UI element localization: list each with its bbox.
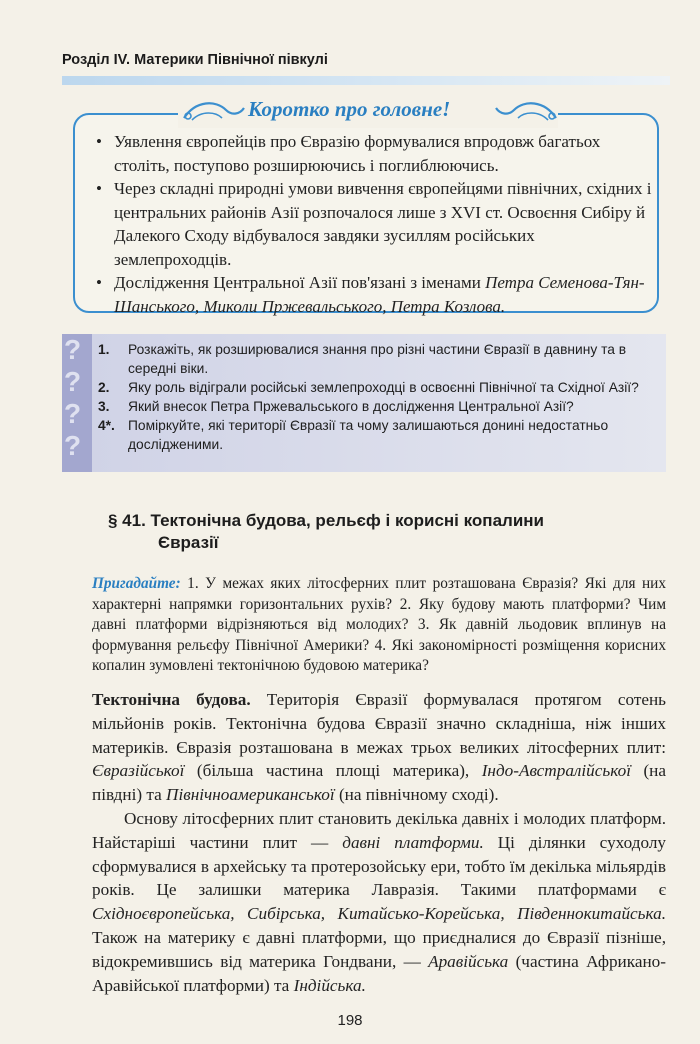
question-item [98, 378, 664, 397]
question-mark-icon: ? [64, 366, 82, 397]
question-item [98, 416, 664, 454]
question-item [98, 397, 664, 416]
chapter-header: Розділ IV. Материки Північної півкулі [62, 52, 328, 68]
body-text-emphasis: Євразійської [92, 761, 185, 781]
summary-item [92, 271, 652, 318]
body-paragraph [92, 807, 666, 997]
body-text-run: (більша частина площі материка), [184, 761, 482, 781]
question-number: 1. [98, 342, 110, 357]
questions-list [98, 340, 664, 454]
body-text-emphasis: Індійська. [293, 975, 366, 995]
section-title-line1: § 41. Тектонічна будова, рельєф і корисні копалини [108, 511, 544, 530]
summary-list [92, 130, 652, 318]
recall-label: Пригадайте: [92, 575, 181, 592]
summary-item: • Уявлення європейців про Євразію формувалися впродовж багатьох століть, поступово розширюючись і поглиблюючись. [92, 130, 652, 177]
body-text-emphasis: Аравійська [428, 951, 509, 971]
summary-item: • Через складні природні умови вивчення європейцями північних, східних і центральних районів Азії розпочалося лише з XVI ст. Освоєння Сибіру й Далекого Сходу відбувалося завдяки зусиллям російських землепроходців. [92, 177, 652, 271]
paragraph-heading: Тектонічна будова. [92, 690, 251, 709]
section-title-line2: Євразії [158, 533, 219, 552]
body-text-run: Ці ділянки суходолу сформувалися в архейську та протерозойську ери, тобто їм декілька мільярдів років. Це залишки материка Лавразія. Такими платформами є [92, 832, 666, 900]
summary-item-text: Дослідження Центральної Азії пов'язані з іменами [114, 273, 486, 292]
body-text-emphasis: Північноамериканської [166, 785, 335, 805]
body-text-emphasis: давні платформи. [342, 832, 484, 852]
body-paragraph [92, 688, 666, 807]
body-text [92, 688, 666, 997]
body-text-run: (на північному сході). [334, 785, 499, 805]
question-text: Розкажіть, як розширювалися знання про різні частини Євразії в давнину та в середні віки. [128, 342, 627, 376]
question-text: Яку роль відіграли російські землепроходці в освоєнні Північної та Східної Азії? [128, 380, 639, 395]
recall-text: 1. У межах яких літосферних плит розташована Євразія? Які для них характерні напрямки горизонтальних рухів? 2. Яку будову мають платформи? Чим давні платформи відрізняються від молодих? 3. Як давній льодовик вплинув на формування рельєфу Північної Америки? 4. Які закономірності розміщення корисних копалин зумовлені тектонічною будовою материка? [92, 575, 666, 674]
recall-block [92, 574, 666, 677]
question-text: Який внесок Петра Пржевальського в дослідження Центральної Азії? [128, 399, 574, 414]
question-number: 3. [98, 399, 110, 414]
question-item [98, 340, 664, 378]
page-number: 198 [337, 1012, 363, 1029]
question-number: 2. [98, 380, 110, 395]
summary-title-banner [178, 94, 558, 128]
summary-item-names: Петра Семенова-Тян-Шанського, Миколи Пржевальського, Петра Козлова. [114, 273, 645, 316]
left-scroll-ornament-icon [182, 96, 246, 126]
body-text-run: Територія Євразії формувалася протягом сотень мільйонів років. Тектонічна будова Євразії значно складніша, ніж інших материків. Євразія розташована в межах трьох великих літосферних плит: [92, 690, 666, 757]
summary-title: Коротко про головне! [248, 97, 451, 121]
question-number: 4*. [98, 418, 115, 433]
body-text-run: (частина Африкано-Аравійської платформи) та [92, 951, 666, 995]
right-scroll-ornament-icon [494, 96, 558, 126]
body-text-emphasis: Індо-Австралійської [481, 761, 631, 781]
question-mark-icon: ? [64, 430, 82, 461]
section-title [108, 510, 628, 554]
question-mark-icon: ? [64, 334, 82, 365]
question-text: Поміркуйте, які території Євразії та чому залишаються донині недостатньо дослідженими. [128, 418, 609, 452]
body-text-run: Основу літосферних плит становить декілька давніх і молодих платформ. Найстаріші частини плит — [92, 808, 666, 852]
question-mark-icon: ? [64, 398, 82, 429]
header-accent-bar [62, 76, 670, 85]
body-text-run: Також на материку є давні платформи, що приєдналися до Євразії пізніше, відокремившись від материка Гондвани, — [92, 927, 666, 971]
body-text-emphasis: Східноєвропейська, Сибірська, Китайсько-Корейська, Південнокитайська. [92, 904, 666, 924]
body-text-run: (на півдні) та [92, 761, 666, 805]
